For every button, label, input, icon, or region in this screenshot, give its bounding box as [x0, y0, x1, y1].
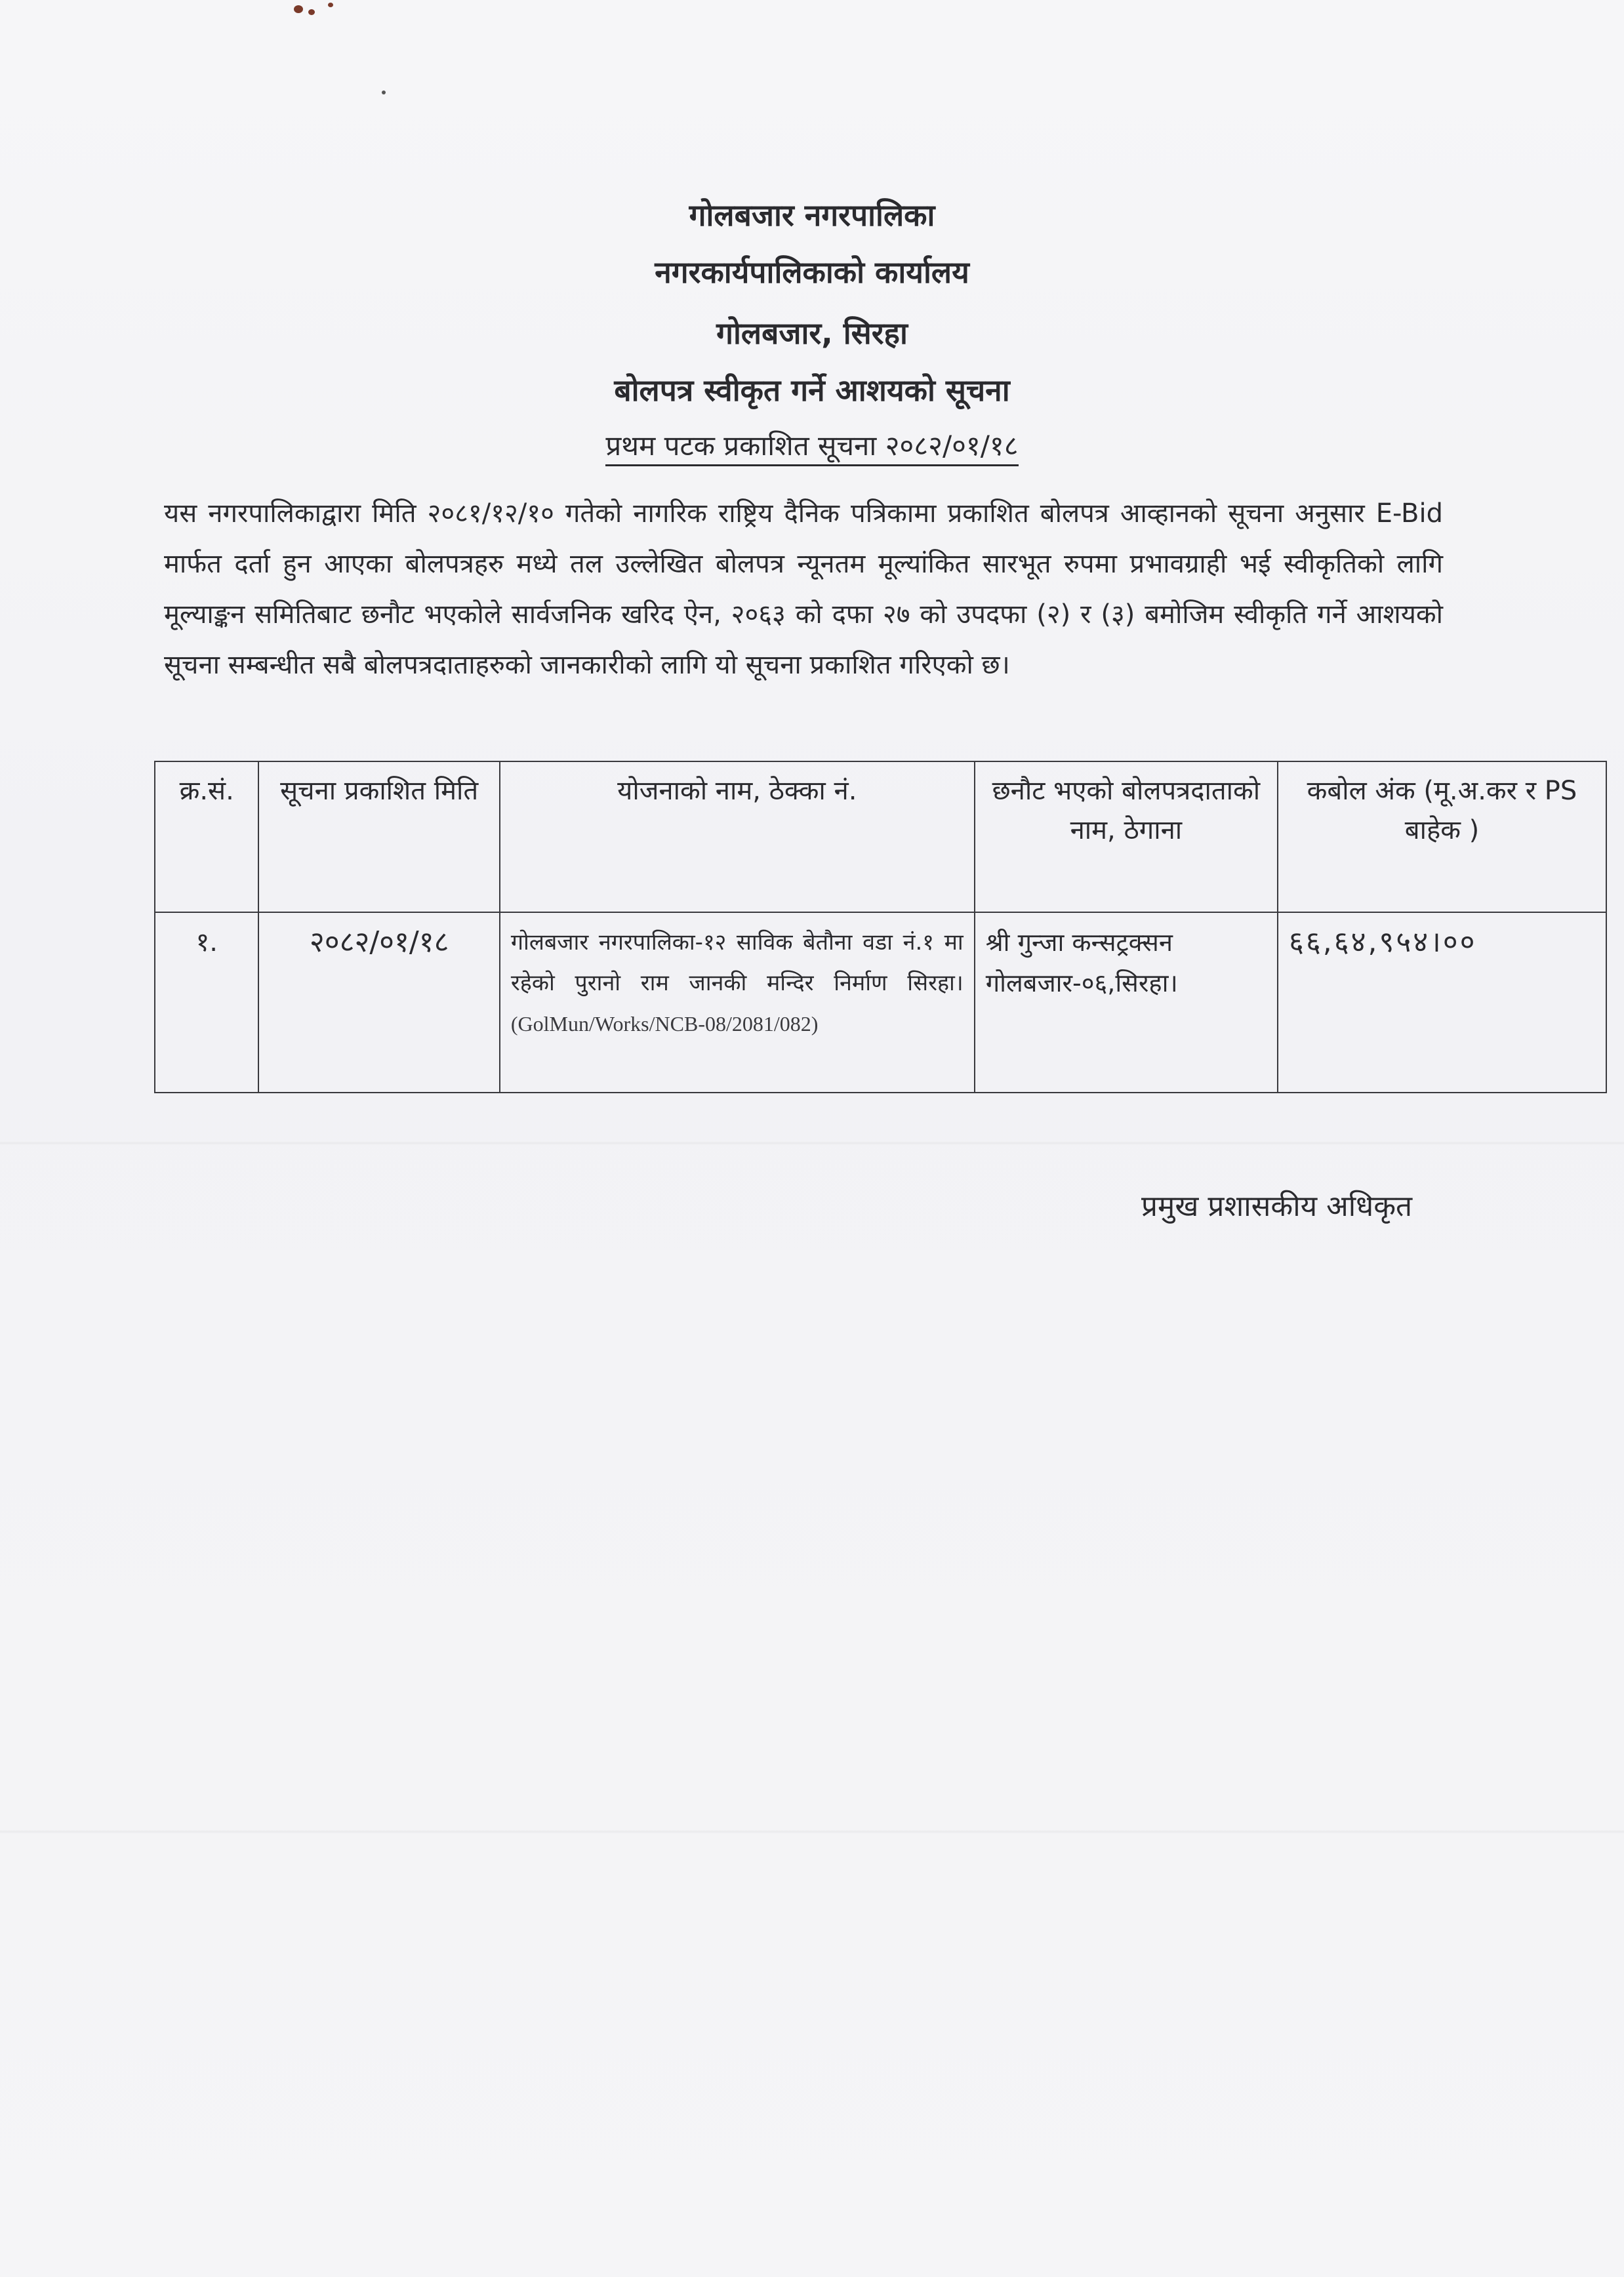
awarded-bid-table [154, 761, 1607, 1093]
paper-fold [0, 1141, 1624, 1145]
paper-fold [0, 1830, 1624, 1834]
header-serial: क्र.सं. [155, 761, 258, 912]
table-header-row [155, 761, 1606, 912]
signatory-title: प्रमुख प्रशासकीय अधिकृत [1141, 1190, 1413, 1223]
header-notice-date: सूचना प्रकाशित मिति [258, 761, 499, 912]
cell-serial: १. [155, 912, 258, 1093]
notice-title: बोलपत्र स्वीकृत गर्ने आशयको सूचना [614, 373, 1010, 408]
contract-number: (GolMun/Works/NCB-08/2081/082) [510, 1012, 819, 1036]
ink-speck [328, 3, 333, 7]
notice-body: यस नगरपालिकाद्वारा मिति २०८१/१२/१० गतेको नागरिक राष्ट्रिय दैनिक पत्रिकामा प्रकाशित बोलपत्र आव्हानको सूचना अनुसार E-Bid मार्फत दर्ता हुन आएका बोलपत्रहरु मध्ये तल उल्लेखित बोलपत्र न्यूनतम मूल्यांकित सारभूत रुपमा प्रभावग्राही भई स्वीकृतिको लागि मूल्याङ्कन समितिबाट छनौट भएकोले सार्वजनिक खरिद ऐन, २०६३ को दफा २७ को उपदफा (२) र (३) बमोजिम स्वीकृति गर्ने आशयको सूचना सम्बन्धीत सबै बोलपत्रदाताहरुको जानकारीको लागि यो सूचना प्रकाशित गरिएको छ। [164, 498, 1443, 680]
ink-speck [382, 91, 386, 94]
cell-notice-date: २०८२/०१/१८ [258, 912, 499, 1093]
publication-line-text: प्रथम पटक प्रकाशित सूचना २०८२/०१/१८ [605, 430, 1018, 466]
ink-speck [308, 9, 315, 15]
publication-line [0, 426, 1624, 466]
cell-bid-amount: ६६,६४,९५४।०० [1278, 912, 1606, 1093]
project-name-text: गोलबजार नगरपालिका-१२ साविक बेतौना वडा नं.१ मा रहेको पुरानो राम जानकी मन्दिर निर्माण सिरहा। [510, 929, 964, 996]
header-bidder: छनौट भएको बोलपत्रदाताको नाम, ठेगाना [975, 761, 1278, 912]
cell-project [500, 912, 975, 1093]
office-name: नगरकार्यपालिकाको कार्यालय [655, 254, 969, 290]
header-project: योजनाको नाम, ठेक्का नं. [500, 761, 975, 912]
municipality-name: गोलबजार नगरपालिका [689, 197, 935, 233]
project-name [511, 922, 964, 1044]
header-bid-amount: कबोल अंक (मू.अ.कर र PS बाहेक ) [1278, 761, 1606, 912]
ink-speck [294, 5, 303, 13]
table-row [155, 912, 1606, 1093]
cell-bidder: श्री गुन्जा कन्सट्रक्सन गोलबजार-०६,सिरहा। [975, 912, 1278, 1093]
office-location: गोलबजार, सिरहा [716, 315, 908, 351]
